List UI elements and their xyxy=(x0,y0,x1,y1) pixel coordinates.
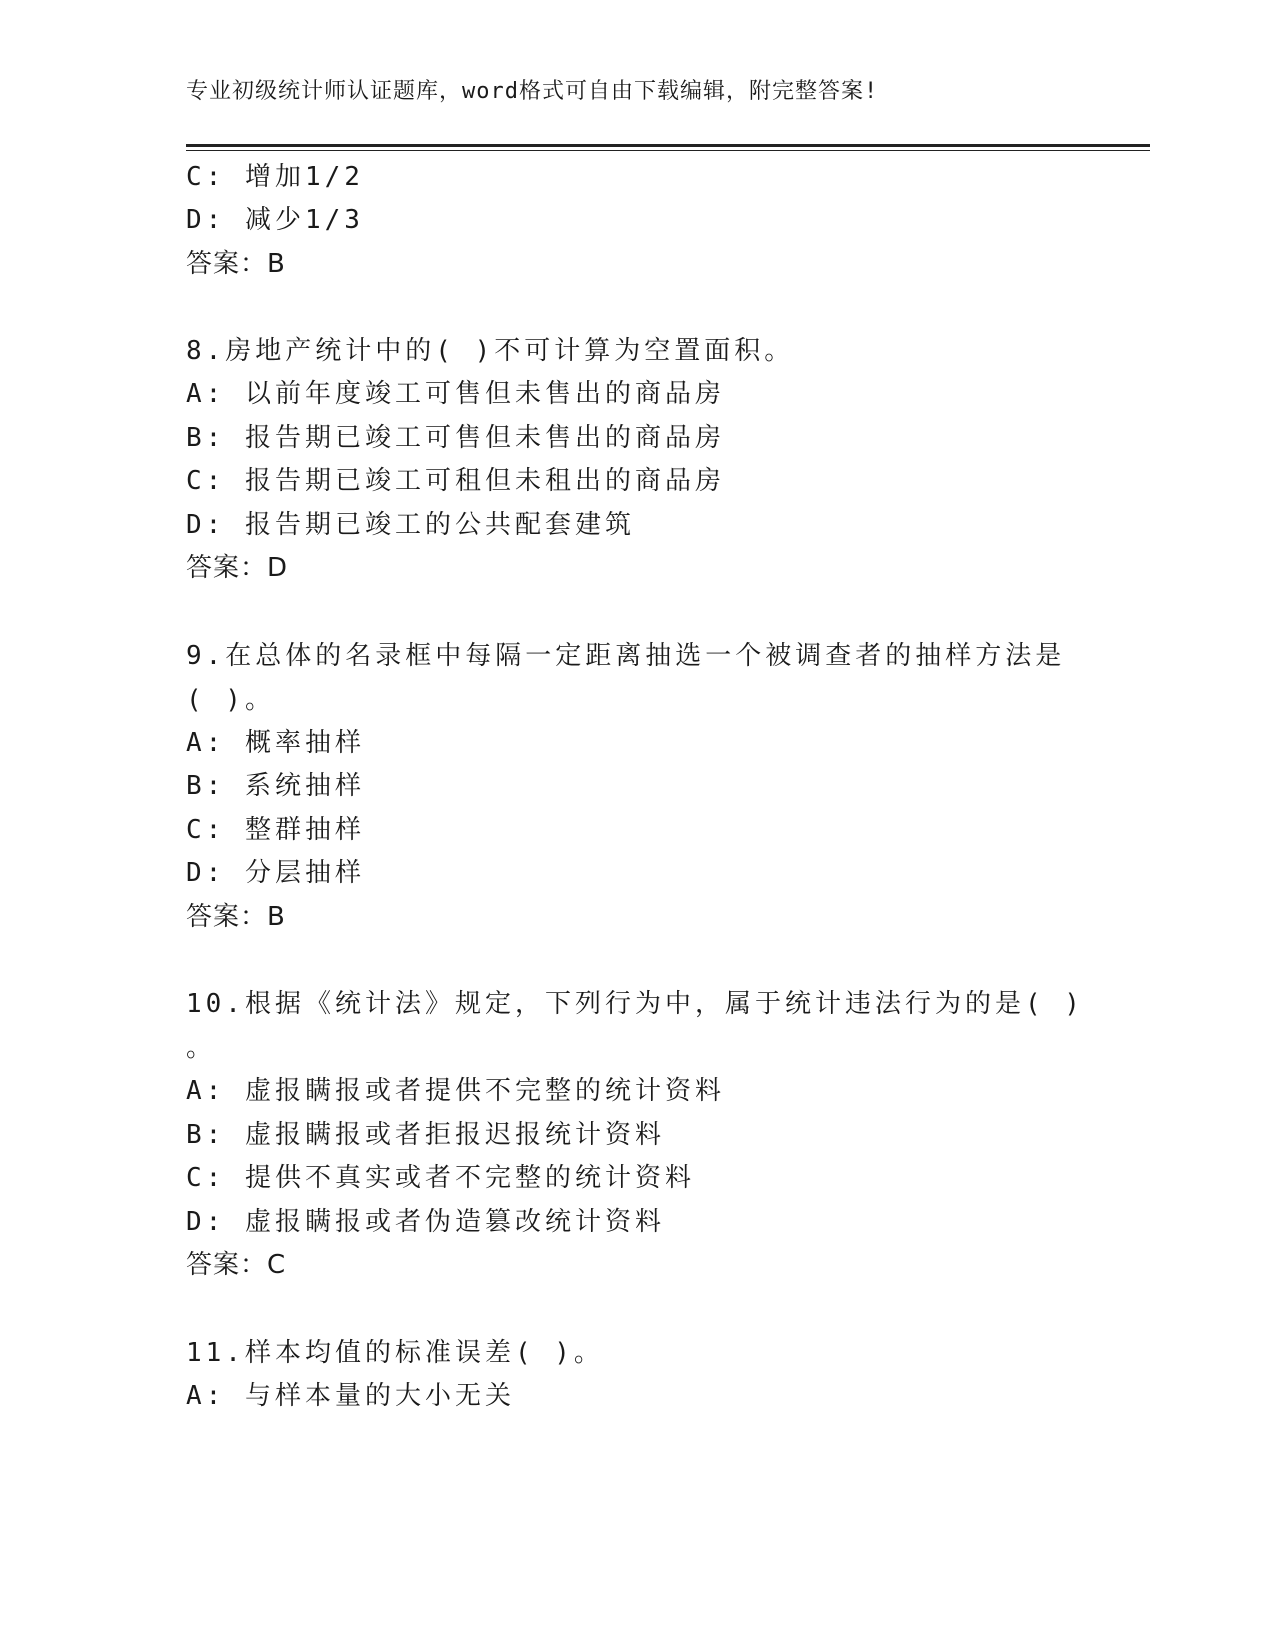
question-line: ( )。 xyxy=(186,685,275,715)
option-line: B: 系统抽样 xyxy=(186,771,365,801)
option-line: D: 虚报瞒报或者伪造篡改统计资料 xyxy=(186,1207,665,1237)
option-line: C: 提供不真实或者不完整的统计资料 xyxy=(186,1163,695,1193)
question-line: 8.房地产统计中的( )不可计算为空置面积。 xyxy=(186,336,795,366)
option-line: D: 分层抽样 xyxy=(186,858,365,888)
answer-line: 答案：B xyxy=(186,249,286,279)
header-rule-thick xyxy=(186,144,1150,147)
answer-line: 答案：C xyxy=(186,1250,287,1280)
option-line: C: 报告期已竣工可租但未租出的商品房 xyxy=(186,466,725,496)
option-line: A: 虚报瞒报或者提供不完整的统计资料 xyxy=(186,1076,725,1106)
option-line: A: 概率抽样 xyxy=(186,728,365,758)
question-line: 9.在总体的名录框中每隔一定距离抽选一个被调查者的抽样方法是 xyxy=(186,641,1066,671)
question-line: 10.根据《统计法》规定，下列行为中，属于统计违法行为的是( ) xyxy=(186,989,1084,1019)
option-line: C: 增加1/2 xyxy=(186,162,364,192)
option-line: B: 虚报瞒报或者拒报迟报统计资料 xyxy=(186,1120,665,1150)
page-header: 专业初级统计师认证题库，word格式可自由下载编辑，附完整答案! xyxy=(186,79,879,104)
option-line: D: 报告期已竣工的公共配套建筑 xyxy=(186,510,635,540)
question-line: 。 xyxy=(186,1033,217,1063)
option-line: D: 减少1/3 xyxy=(186,205,364,235)
header-rule-thin xyxy=(186,150,1150,151)
option-line: C: 整群抽样 xyxy=(186,815,365,845)
option-line: B: 报告期已竣工可售但未售出的商品房 xyxy=(186,423,725,453)
question-line: 11.样本均值的标准误差( )。 xyxy=(186,1338,604,1368)
option-line: A: 以前年度竣工可售但未售出的商品房 xyxy=(186,379,725,409)
option-line: A: 与样本量的大小无关 xyxy=(186,1381,515,1411)
answer-line: 答案：B xyxy=(186,902,286,932)
answer-line: 答案：D xyxy=(186,553,289,583)
